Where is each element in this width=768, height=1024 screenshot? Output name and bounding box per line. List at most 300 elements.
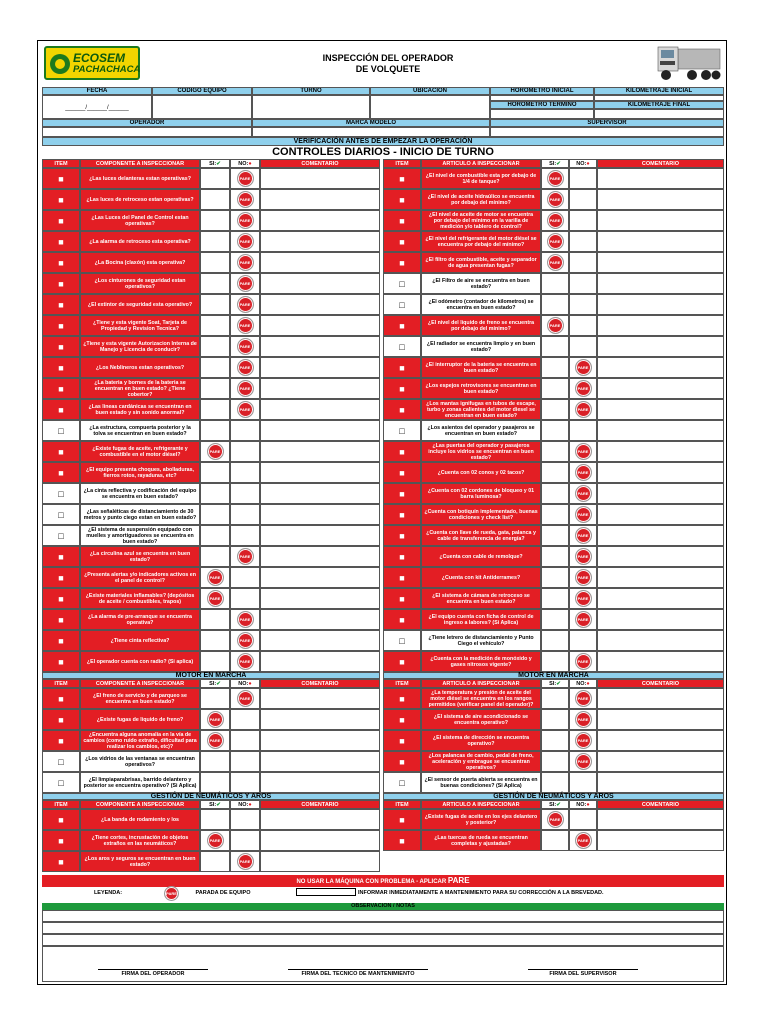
left-motor-header-coment xyxy=(260,679,380,688)
left-comment-field[interactable] xyxy=(260,420,380,441)
left-motor-no-cell[interactable] xyxy=(230,772,260,793)
right-comment-field[interactable] xyxy=(597,357,724,378)
right-neu-item-icon: ■ xyxy=(383,830,421,851)
left-no-cell[interactable] xyxy=(230,357,260,378)
right-no-cell[interactable] xyxy=(569,630,597,651)
stop-sign-text: PARE xyxy=(239,617,251,622)
right-no-cell[interactable] xyxy=(569,483,597,504)
right-comment-field[interactable] xyxy=(597,210,724,231)
notes-line-2[interactable] xyxy=(42,922,724,934)
stop-sign-icon xyxy=(575,569,592,586)
left-motor-comment-field[interactable] xyxy=(260,772,380,793)
firma-line-3 xyxy=(528,969,638,970)
right-no-cell[interactable] xyxy=(569,399,597,420)
right-comment-field[interactable] xyxy=(597,525,724,546)
left-neu-comment-field[interactable] xyxy=(260,851,380,872)
supervisor-field[interactable] xyxy=(490,127,724,137)
right-si-cell[interactable] xyxy=(541,231,569,252)
right-si-cell[interactable] xyxy=(541,336,569,357)
left-si-cell[interactable] xyxy=(200,210,230,231)
left-comment-field[interactable] xyxy=(260,168,380,189)
left-si-cell[interactable] xyxy=(200,651,230,672)
right-comment-field[interactable] xyxy=(597,252,724,273)
right-question: ¿El sistema de cámara de retroceso se encuentra en buen estado? xyxy=(421,588,541,609)
left-comment-field[interactable] xyxy=(260,483,380,504)
left-si-cell[interactable] xyxy=(200,399,230,420)
left-question: ¿Los Neblineros estan operativos? xyxy=(80,357,200,378)
right-neu-comment-field[interactable] xyxy=(597,830,724,851)
stop-sign-icon xyxy=(575,711,592,728)
left-question: ¿La alarma de retroceso esta operativa? xyxy=(80,231,200,252)
right-comment-field[interactable] xyxy=(597,462,724,483)
right-comment-field[interactable] xyxy=(597,441,724,462)
left-comment-field[interactable] xyxy=(260,273,380,294)
left-no-cell[interactable] xyxy=(230,420,260,441)
stop-sign-icon xyxy=(575,753,592,770)
left-neu-item-icon: ■ xyxy=(42,851,80,872)
left-neu-comment-field[interactable] xyxy=(260,830,380,851)
left-no-cell[interactable] xyxy=(230,168,260,189)
left-comment-field[interactable] xyxy=(260,294,380,315)
right-si-cell[interactable] xyxy=(541,357,569,378)
informar-text: INFORMAR INMEDIATAMENTE A MANTENIMIENTO PARA SU CORRECCIÓN A LA BREVEDAD. xyxy=(358,890,604,896)
right-si-cell[interactable] xyxy=(541,441,569,462)
horometro-termino-field[interactable] xyxy=(490,109,594,119)
left-comment-field[interactable] xyxy=(260,189,380,210)
firma-line-1 xyxy=(98,969,208,970)
left-no-cell[interactable] xyxy=(230,609,260,630)
right-comment-field[interactable] xyxy=(597,189,724,210)
stop-sign-text: PARE xyxy=(239,365,251,370)
left-comment-field[interactable] xyxy=(260,504,380,525)
stop-sign-text: PARE xyxy=(577,696,589,701)
right-neu-si-cell[interactable] xyxy=(541,809,569,830)
left-motor-comment-field[interactable] xyxy=(260,730,380,751)
left-comment-field[interactable] xyxy=(260,567,380,588)
left-no-cell[interactable] xyxy=(230,273,260,294)
right-item-icon: ■ xyxy=(383,588,421,609)
right-header-item xyxy=(383,159,421,168)
right-no-cell[interactable] xyxy=(569,336,597,357)
check-icon: ✔ xyxy=(556,680,561,687)
left-comment-field[interactable] xyxy=(260,546,380,567)
left-neu-no-cell[interactable] xyxy=(230,809,260,830)
left-motor-no-cell[interactable] xyxy=(230,709,260,730)
left-neu-no-cell[interactable] xyxy=(230,851,260,872)
left-neu-no-cell[interactable] xyxy=(230,830,260,851)
left-comment-field[interactable] xyxy=(260,210,380,231)
left-comment-field[interactable] xyxy=(260,441,380,462)
left-motor-header-si xyxy=(200,679,230,688)
stop-sign-icon xyxy=(547,317,564,334)
left-si-cell[interactable] xyxy=(200,168,230,189)
turno-field[interactable] xyxy=(252,95,370,119)
left-item-icon: □ xyxy=(42,483,80,504)
stop-sign-text: PARE xyxy=(549,197,561,202)
check-icon: ✔ xyxy=(216,160,221,167)
right-si-cell[interactable] xyxy=(541,609,569,630)
right-item-icon: □ xyxy=(383,630,421,651)
left-si-cell[interactable] xyxy=(200,462,230,483)
right-item-icon: ■ xyxy=(383,399,421,420)
right-question: ¿El nivel de aceite de motor se encuentra por debajo del mínimo en la varilla de medición y/o tablero de control? xyxy=(421,210,541,231)
right-motor-header-coment-text: COMENTARIO xyxy=(641,680,680,687)
right-comment-field[interactable] xyxy=(597,378,724,399)
left-motor-si-cell[interactable] xyxy=(200,772,230,793)
left-no-cell[interactable] xyxy=(230,462,260,483)
left-si-cell[interactable] xyxy=(200,567,230,588)
right-item-icon: ■ xyxy=(383,525,421,546)
left-no-cell[interactable] xyxy=(230,231,260,252)
left-no-cell[interactable] xyxy=(230,210,260,231)
left-item-icon: ■ xyxy=(42,189,80,210)
left-no-cell[interactable] xyxy=(230,588,260,609)
left-motor-si-cell[interactable] xyxy=(200,751,230,772)
right-neu-si-cell[interactable] xyxy=(541,830,569,851)
right-no-cell[interactable] xyxy=(569,189,597,210)
right-no-cell[interactable] xyxy=(569,462,597,483)
left-motor-header-si-text: SI: xyxy=(209,680,217,687)
right-motor-no-cell[interactable] xyxy=(569,772,597,793)
stop-sign-icon xyxy=(237,170,254,187)
left-no-cell[interactable] xyxy=(230,651,260,672)
right-no-cell[interactable] xyxy=(569,441,597,462)
right-neu-header-si xyxy=(541,800,569,809)
right-motor-comment-field[interactable] xyxy=(597,751,724,772)
kilometraje-inicial-label: KILOMETRAJE INICIAL xyxy=(594,87,724,95)
warning-text: NO USAR LA MÁQUINA CON PROBLEMA - APLICAR xyxy=(296,879,448,885)
left-si-cell[interactable] xyxy=(200,378,230,399)
left-no-cell[interactable] xyxy=(230,567,260,588)
firma-line-2 xyxy=(288,969,428,970)
right-si-cell[interactable] xyxy=(541,315,569,336)
right-motor-comment-field[interactable] xyxy=(597,772,724,793)
stop-sign-icon xyxy=(237,233,254,250)
left-si-cell[interactable] xyxy=(200,357,230,378)
left-question: ¿Las luces de retroceso estan operativas? xyxy=(80,189,200,210)
right-no-cell[interactable] xyxy=(569,567,597,588)
left-si-cell[interactable] xyxy=(200,441,230,462)
left-item-icon: □ xyxy=(42,504,80,525)
right-si-cell[interactable] xyxy=(541,252,569,273)
right-si-cell[interactable] xyxy=(541,546,569,567)
left-no-cell[interactable] xyxy=(230,630,260,651)
left-comment-field[interactable] xyxy=(260,462,380,483)
right-comment-field[interactable] xyxy=(597,168,724,189)
left-motor-comment-field[interactable] xyxy=(260,709,380,730)
right-si-cell[interactable] xyxy=(541,483,569,504)
right-item-icon: ■ xyxy=(383,462,421,483)
stop-sign-icon xyxy=(237,401,254,418)
right-motor-si-cell[interactable] xyxy=(541,730,569,751)
right-comment-field[interactable] xyxy=(597,588,724,609)
legend-stop-text: PARE xyxy=(166,891,177,896)
left-comment-field[interactable] xyxy=(260,588,380,609)
neumaticos-title-right: GESTIÓN DE NEUMÁTICOS Y AROS xyxy=(383,793,724,800)
left-motor-comment-field[interactable] xyxy=(260,688,380,709)
right-si-cell[interactable] xyxy=(541,462,569,483)
left-no-cell[interactable] xyxy=(230,504,260,525)
left-motor-comment-field[interactable] xyxy=(260,751,380,772)
left-motor-si-cell[interactable] xyxy=(200,688,230,709)
left-question: ¿Las luces delanteras estan operativas? xyxy=(80,168,200,189)
left-si-cell[interactable] xyxy=(200,273,230,294)
left-neu-header-item xyxy=(42,800,80,809)
right-comment-field[interactable] xyxy=(597,231,724,252)
left-neu-comment-field[interactable] xyxy=(260,809,380,830)
left-neu-header-no xyxy=(230,800,260,809)
ubicacion-field[interactable] xyxy=(370,95,490,119)
left-question: ¿Tiene cinta reflectiva? xyxy=(80,630,200,651)
left-comment-field[interactable] xyxy=(260,651,380,672)
left-motor-item-icon: ■ xyxy=(42,688,80,709)
stop-sign-icon xyxy=(237,653,254,670)
right-comment-field[interactable] xyxy=(597,399,724,420)
left-item-icon: ■ xyxy=(42,357,80,378)
right-motor-si-cell[interactable] xyxy=(541,772,569,793)
right-comment-field[interactable] xyxy=(597,336,724,357)
right-motor-no-cell[interactable] xyxy=(569,688,597,709)
right-motor-comment-field[interactable] xyxy=(597,730,724,751)
notes-line-3[interactable] xyxy=(42,934,724,946)
left-comment-field[interactable] xyxy=(260,357,380,378)
left-motor-question: ¿El freno de servicio y de parqueo se encuentra en buen estado? xyxy=(80,688,200,709)
left-no-cell[interactable] xyxy=(230,315,260,336)
right-si-cell[interactable] xyxy=(541,273,569,294)
stop-sign-icon xyxy=(207,590,224,607)
right-motor-question: ¿El sistema de dirección se encuentra operativo? xyxy=(421,730,541,751)
right-no-cell[interactable] xyxy=(569,420,597,441)
motor-title-right: MOTOR EN MARCHA xyxy=(383,672,724,679)
right-comment-field[interactable] xyxy=(597,630,724,651)
left-si-cell[interactable] xyxy=(200,294,230,315)
stop-sign-text: PARE xyxy=(577,717,589,722)
right-neu-comment-field[interactable] xyxy=(597,809,724,830)
left-comment-field[interactable] xyxy=(260,231,380,252)
right-si-cell[interactable] xyxy=(541,420,569,441)
left-neu-question: ¿Tiene cortes, incrustación de objetos extraños en las neumáticos? xyxy=(80,830,200,851)
left-si-cell[interactable] xyxy=(200,315,230,336)
left-motor-no-cell[interactable] xyxy=(230,730,260,751)
right-si-cell[interactable] xyxy=(541,567,569,588)
right-motor-si-cell[interactable] xyxy=(541,688,569,709)
left-motor-no-cell[interactable] xyxy=(230,751,260,772)
right-motor-comment-field[interactable] xyxy=(597,709,724,730)
right-no-cell[interactable] xyxy=(569,357,597,378)
left-neu-question: ¿Los aros y seguros se encuentran en buen estado? xyxy=(80,851,200,872)
left-si-cell[interactable] xyxy=(200,588,230,609)
right-si-cell[interactable] xyxy=(541,399,569,420)
right-si-cell[interactable] xyxy=(541,504,569,525)
right-comment-field[interactable] xyxy=(597,273,724,294)
right-si-cell[interactable] xyxy=(541,630,569,651)
left-question: ¿El extintor de seguridad esta operativo? xyxy=(80,294,200,315)
stop-sign-icon xyxy=(207,832,224,849)
right-comment-field[interactable] xyxy=(597,546,724,567)
right-question: ¿Cuenta con botiquín implementado, buenas condiciones y check list? xyxy=(421,504,541,525)
right-si-cell[interactable] xyxy=(541,525,569,546)
right-no-cell[interactable] xyxy=(569,168,597,189)
right-no-cell[interactable] xyxy=(569,651,597,672)
left-question: ¿Las Luces del Panel de Control estan operativas? xyxy=(80,210,200,231)
right-no-cell[interactable] xyxy=(569,525,597,546)
right-si-cell[interactable] xyxy=(541,588,569,609)
right-no-cell[interactable] xyxy=(569,294,597,315)
left-si-cell[interactable] xyxy=(200,420,230,441)
right-comment-field[interactable] xyxy=(597,420,724,441)
left-neu-header-coment xyxy=(260,800,380,809)
left-si-cell[interactable] xyxy=(200,189,230,210)
right-si-cell[interactable] xyxy=(541,378,569,399)
right-item-icon: ■ xyxy=(383,651,421,672)
stop-sign-icon xyxy=(575,732,592,749)
right-motor-no-cell[interactable] xyxy=(569,709,597,730)
right-motor-question: ¿El sistema de aire acondicionado se encuentra operativo? xyxy=(421,709,541,730)
left-no-cell[interactable] xyxy=(230,483,260,504)
right-comment-field[interactable] xyxy=(597,651,724,672)
right-si-cell[interactable] xyxy=(541,189,569,210)
right-item-icon: ■ xyxy=(383,609,421,630)
left-no-cell[interactable] xyxy=(230,252,260,273)
right-neu-no-cell[interactable] xyxy=(569,830,597,851)
right-neu-no-cell[interactable] xyxy=(569,809,597,830)
right-no-cell[interactable] xyxy=(569,588,597,609)
right-question: ¿Cuenta con 02 conos y 02 tacos? xyxy=(421,462,541,483)
left-comment-field[interactable] xyxy=(260,609,380,630)
right-motor-si-cell[interactable] xyxy=(541,709,569,730)
right-comment-field[interactable] xyxy=(597,294,724,315)
right-no-cell[interactable] xyxy=(569,378,597,399)
left-neu-si-cell[interactable] xyxy=(200,830,230,851)
left-no-cell[interactable] xyxy=(230,399,260,420)
stop-sign-icon xyxy=(237,548,254,565)
right-no-cell[interactable] xyxy=(569,231,597,252)
left-comment-field[interactable] xyxy=(260,315,380,336)
right-comment-field[interactable] xyxy=(597,504,724,525)
fecha-field[interactable]: ______/______/______ xyxy=(42,95,152,119)
stop-sign-icon xyxy=(207,732,224,749)
right-item-icon: ■ xyxy=(383,210,421,231)
left-si-cell[interactable] xyxy=(200,483,230,504)
notes-line-1[interactable] xyxy=(42,910,724,922)
right-item-icon: □ xyxy=(383,336,421,357)
left-no-cell[interactable] xyxy=(230,189,260,210)
left-comment-field[interactable] xyxy=(260,399,380,420)
right-no-cell[interactable] xyxy=(569,315,597,336)
right-si-cell[interactable] xyxy=(541,210,569,231)
right-no-cell[interactable] xyxy=(569,273,597,294)
left-motor-no-cell[interactable] xyxy=(230,688,260,709)
right-neu-item-icon: ■ xyxy=(383,809,421,830)
stop-sign-text: PARE xyxy=(577,512,589,517)
check-icon: ✔ xyxy=(216,801,221,808)
right-comment-field[interactable] xyxy=(597,483,724,504)
marca-modelo-field[interactable] xyxy=(252,127,490,137)
stop-sign-icon xyxy=(237,690,254,707)
left-item-icon: ■ xyxy=(42,231,80,252)
left-comment-field[interactable] xyxy=(260,252,380,273)
right-question: ¿Cuenta con la medición de monóxido y gases nitrosos vigente? xyxy=(421,651,541,672)
left-si-cell[interactable] xyxy=(200,525,230,546)
firma-supervisor: FIRMA DEL SUPERVISOR xyxy=(549,971,617,977)
right-no-cell[interactable] xyxy=(569,210,597,231)
left-no-cell[interactable] xyxy=(230,546,260,567)
stop-sign-text: PARE xyxy=(577,617,589,622)
codigo-field[interactable] xyxy=(152,95,252,119)
right-no-cell[interactable] xyxy=(569,252,597,273)
stop-sign-icon xyxy=(575,464,592,481)
left-item-icon: ■ xyxy=(42,294,80,315)
left-no-cell[interactable] xyxy=(230,441,260,462)
right-item-icon: □ xyxy=(383,420,421,441)
right-si-cell[interactable] xyxy=(541,294,569,315)
left-comment-field[interactable] xyxy=(260,630,380,651)
left-neu-question: ¿La banda de rodamiento y los xyxy=(80,809,200,830)
right-item-icon: ■ xyxy=(383,252,421,273)
left-si-cell[interactable] xyxy=(200,231,230,252)
right-comment-field[interactable] xyxy=(597,567,724,588)
left-header-item-text: ITEM xyxy=(54,160,68,167)
kilometraje-final-field[interactable] xyxy=(594,109,724,119)
operador-field[interactable] xyxy=(42,127,252,137)
left-no-cell[interactable] xyxy=(230,378,260,399)
right-motor-item-icon: ■ xyxy=(383,688,421,709)
right-si-cell[interactable] xyxy=(541,168,569,189)
left-comment-field[interactable] xyxy=(260,336,380,357)
stop-sign-icon xyxy=(547,254,564,271)
left-si-cell[interactable] xyxy=(200,504,230,525)
right-no-cell[interactable] xyxy=(569,504,597,525)
right-neu-header-no-text: NO: xyxy=(576,801,587,808)
left-si-cell[interactable] xyxy=(200,609,230,630)
stop-sign-icon xyxy=(575,485,592,502)
horometro-inicial-label: HOROMETRO INICIAL xyxy=(490,87,594,95)
left-si-cell[interactable] xyxy=(200,546,230,567)
stop-sign-text: PARE xyxy=(577,554,589,559)
right-no-cell[interactable] xyxy=(569,546,597,567)
left-si-cell[interactable] xyxy=(200,336,230,357)
right-header-no-text: NO: xyxy=(576,160,587,167)
left-si-cell[interactable] xyxy=(200,252,230,273)
stop-sign-text: PARE xyxy=(549,817,561,822)
right-item-icon: ■ xyxy=(383,378,421,399)
title-line-2: DE VOLQUETE xyxy=(355,64,421,74)
left-neu-si-cell[interactable] xyxy=(200,809,230,830)
left-no-cell[interactable] xyxy=(230,294,260,315)
right-si-cell[interactable] xyxy=(541,651,569,672)
stop-sign-icon xyxy=(575,832,592,849)
right-motor-no-cell[interactable] xyxy=(569,730,597,751)
right-question: ¿Los mantas ignifugas en tubos de escape, turbo y zonas calientes del motor diesel se encuentran en buen estado? xyxy=(421,399,541,420)
right-motor-si-cell[interactable] xyxy=(541,751,569,772)
left-comment-field[interactable] xyxy=(260,378,380,399)
right-no-cell[interactable] xyxy=(569,609,597,630)
left-item-icon: ■ xyxy=(42,168,80,189)
left-no-cell[interactable] xyxy=(230,525,260,546)
right-comment-field[interactable] xyxy=(597,609,724,630)
stop-sign-text: PARE xyxy=(239,302,251,307)
right-motor-comment-field[interactable] xyxy=(597,688,724,709)
stop-dot-icon: ● xyxy=(248,160,252,167)
left-motor-si-cell[interactable] xyxy=(200,709,230,730)
left-no-cell[interactable] xyxy=(230,336,260,357)
left-comment-field[interactable] xyxy=(260,525,380,546)
left-si-cell[interactable] xyxy=(200,630,230,651)
right-comment-field[interactable] xyxy=(597,315,724,336)
right-motor-no-cell[interactable] xyxy=(569,751,597,772)
left-motor-si-cell[interactable] xyxy=(200,730,230,751)
left-neu-si-cell[interactable] xyxy=(200,851,230,872)
